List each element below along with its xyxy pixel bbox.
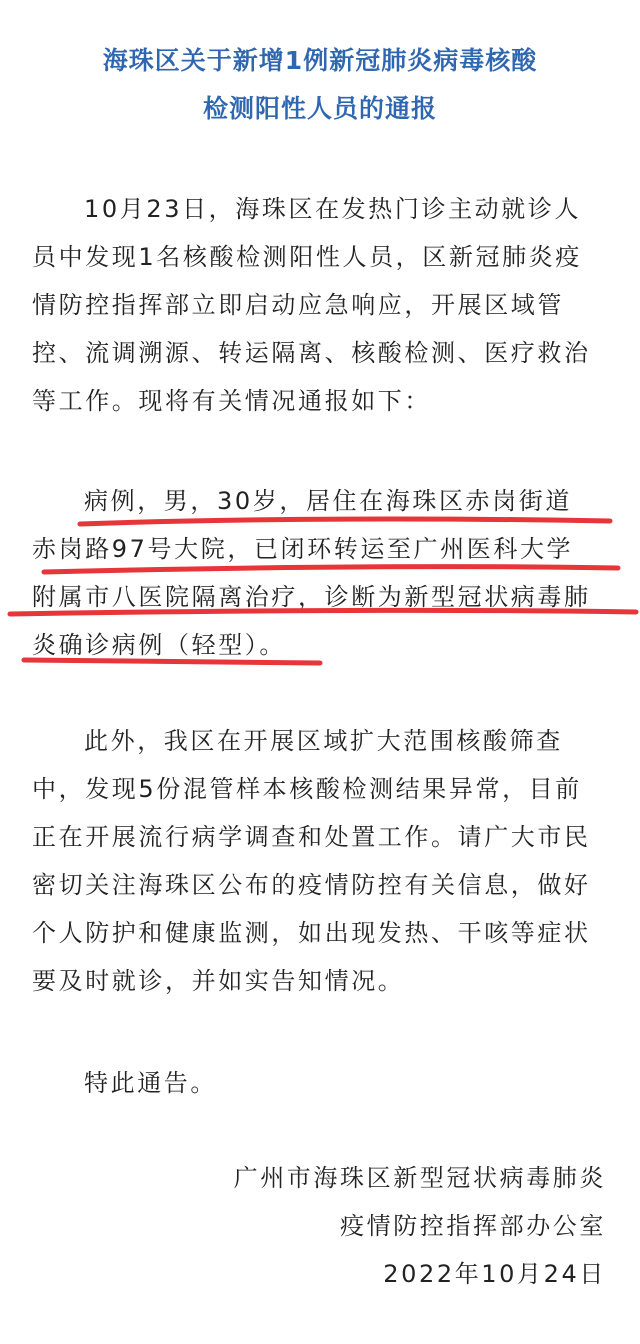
paragraph-line: 附属市八医院隔离治疗，诊断为新型冠状病毒肺: [32, 583, 591, 611]
paragraph-line: 此外，我区在开展区域扩大范围核酸筛查: [84, 727, 563, 755]
document-title-line-1: 海珠区关于新增1例新冠肺炎病毒核酸: [102, 46, 538, 75]
paragraph-additional-info: [32, 717, 612, 1005]
paragraph-line: 等工作。现将有关情况通报如下：: [32, 387, 431, 415]
paragraph-line: 要及时就诊，并如实告知情况。: [32, 967, 405, 995]
paragraph-line: 中，发现5份混管样本核酸检测结果异常，目前: [32, 775, 582, 803]
paragraph-line: 员中发现1名核酸检测阳性人员，区新冠肺炎疫: [32, 243, 582, 271]
paragraph-line: 赤岗路97号大院，已闭环转运至广州医科大学: [32, 535, 574, 563]
paragraph-line: 个人防护和健康监测，如出现发热、干咳等症状: [32, 919, 591, 947]
paragraph-line: 正在开展流行病学调查和处置工作。请广大市民: [32, 823, 591, 851]
signature-organization-line-1: 广州市海珠区新型冠状病毒肺炎: [233, 1164, 606, 1192]
paragraph-case-details: [32, 477, 612, 669]
signature-organization-line-2: 疫情防控指挥部办公室: [340, 1212, 606, 1240]
paragraph-line: 特此通告。: [84, 1069, 217, 1097]
signature-date: 2022年10月24日: [383, 1260, 606, 1288]
paragraph-line: 情防控指挥部立即启动应急响应，开展区域管: [32, 291, 564, 319]
paragraph-line: 病例，男，30岁，居住在海珠区赤岗街道: [84, 487, 572, 515]
paragraph-intro: [32, 185, 612, 425]
paragraph-line: 10月23日，海珠区在发热门诊主动就诊人: [84, 195, 582, 223]
paragraph-line: 炎确诊病例（轻型）。: [32, 631, 286, 659]
paragraph-line: 密切关注海珠区公布的疫情防控有关信息，做好: [32, 871, 591, 899]
paragraph-closing: [32, 1059, 612, 1107]
document-title-line-2: 检测阳性人员的通报: [202, 94, 437, 123]
paragraph-line: 控、流调溯源、转运隔离、核酸检测、医疗救治: [32, 339, 591, 367]
